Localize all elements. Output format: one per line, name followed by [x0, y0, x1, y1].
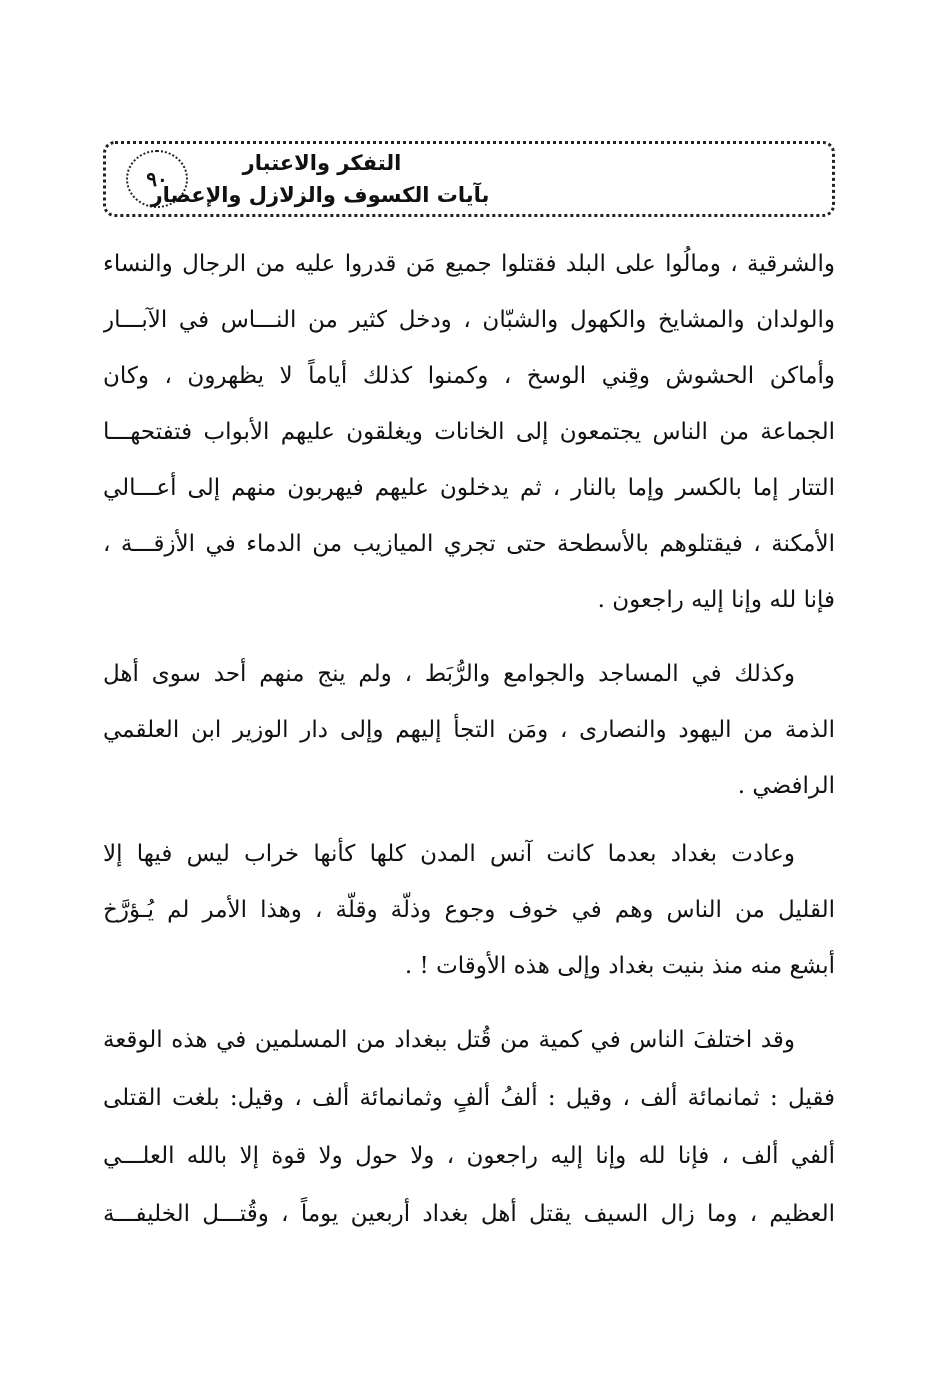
header-title-line1: التفكر والاعتبار — [242, 151, 402, 175]
text-line: الذمة من اليهود والنصارى ، ومَن التجأ إليهم وإلى دار الوزير ابن العلقمي — [103, 717, 835, 743]
text-line: والشرقية ، ومالُوا على البلد فقتلوا جميع مَن قدروا عليه من الرجال والنساء — [103, 251, 835, 277]
text-line: وأماكن الحشوش وقِني الوسخ ، وكمنوا كذلك أياماً لا يظهرون ، وكان — [103, 363, 835, 389]
text-line: الأمكنة ، فيقتلوهم بالأسطحة حتى تجري الميازيب من الدماء في الأزقـــة ، — [103, 531, 835, 557]
text-line: العظيم ، وما زال السيف يقتل أهل بغداد أربعين يوماً ، وقُتـــل الخليفـــة — [103, 1201, 835, 1227]
text-line: فإنا لله وإنا إليه راجعون . — [597, 587, 835, 613]
body-text — [103, 0, 835, 1374]
text-line: وقد اختلفَ الناس في كمية من قُتل ببغداد من المسلمين في هذه الوقعة — [103, 1027, 795, 1053]
text-line: فقيل : ثمانمائة ألف ، وقيل : ألفُ ألفٍ وثمانمائة ألف ، وقيل: بلغت القتلى — [103, 1085, 835, 1111]
text-line: أبشع منه منذ بنيت بغداد وإلى هذه الأوقات ! . — [404, 953, 835, 979]
header-title-line2: بآيات الكسوف والزلازل والإعصار — [150, 183, 490, 207]
page-number: ٩٠ — [126, 150, 188, 208]
text-line: ألفي ألف ، فإنا لله وإنا إليه راجعون ، ولا حول ولا قوة إلا بالله العلـــي — [103, 1143, 835, 1169]
text-line: والولدان والمشايخ والكهول والشبّان ، ودخل كثير من النـــاس في الآبـــار — [103, 307, 835, 333]
text-line: وعادت بغداد بعدما كانت آنس المدن كلها كأنها خراب ليس فيها إلا — [103, 841, 795, 867]
text-line: التتار إما بالكسر وإما بالنار ، ثم يدخلون عليهم فيهربون منهم إلى أعـــالي — [103, 475, 835, 501]
text-line: القليل من الناس وهم في خوف وجوع وذلّة وقلّة ، وهذا الأمر لم يُـؤرَّخ — [103, 897, 835, 923]
text-line: الرافضي . — [737, 773, 835, 799]
text-line: الجماعة من الناس يجتمعون إلى الخانات ويغلقون عليهم الأبواب فتفتحهـــا — [103, 419, 835, 445]
text-line: وكذلك في المساجد والجوامع والرُّبَط ، ولم ينج منهم أحد سوى أهل — [103, 661, 795, 687]
